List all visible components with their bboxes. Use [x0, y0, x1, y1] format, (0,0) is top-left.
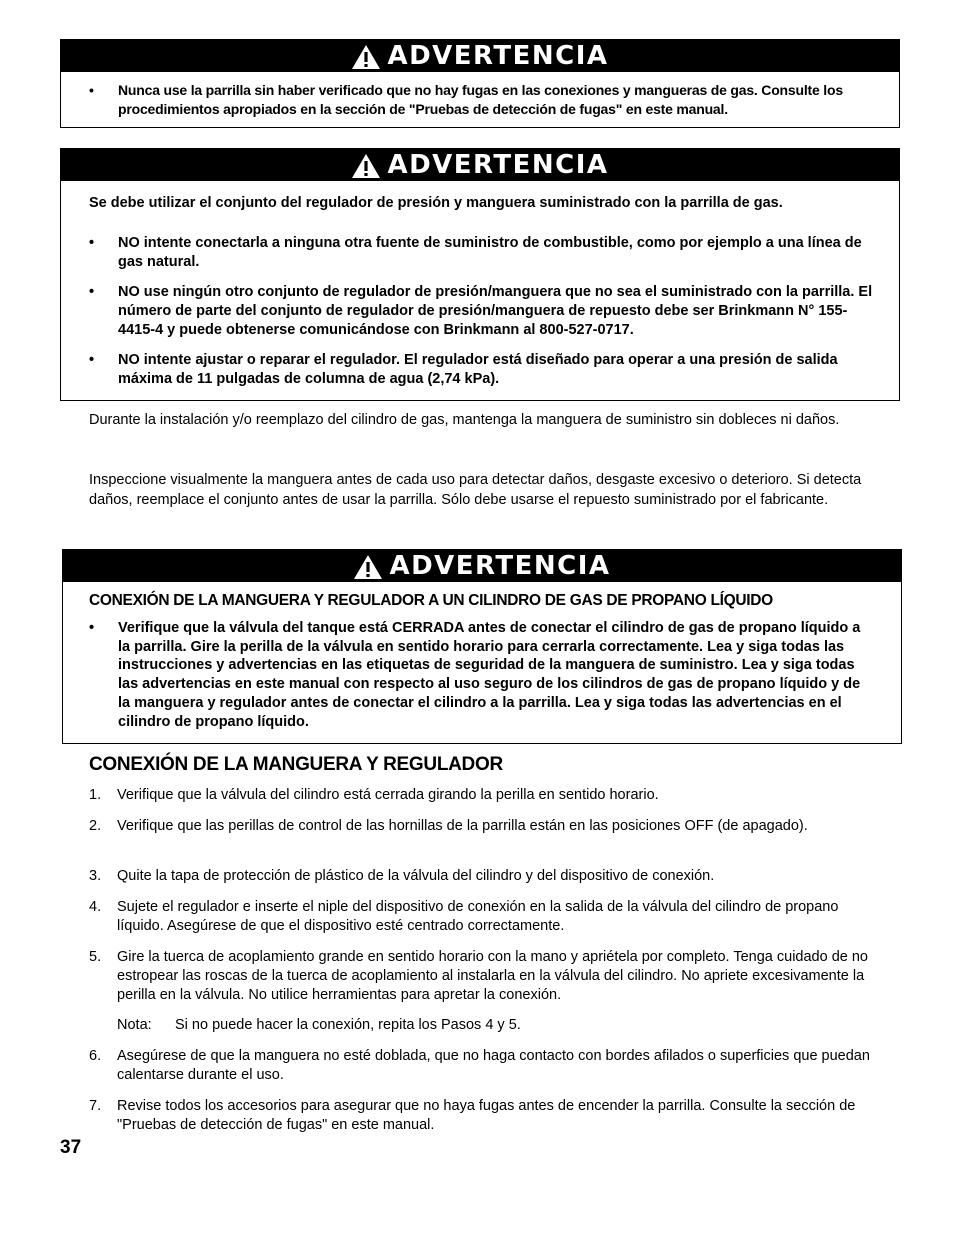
warning-intro: Se debe utilizar el conjunto del regulador de presión y manguera suministrado con la parrilla de gas.: [89, 195, 783, 211]
step-item: 6. Asegúrese de que la manguera no esté doblada, que no haga contacto con bordes afilados o superficies que puedan calentarse durante el uso.: [89, 1048, 870, 1083]
step-item: 5. Gire la tuerca de acoplamiento grande en sentido horario con la mano y apriétela por completo. Tenga cuidado de no estropear las roscas de la tuerca de acoplamiento al instalarla en la válvula del cilindro. No apriete excesivamente la perilla en la válvula. No utilice herramientas para apretar la conexión.: [89, 949, 868, 1003]
warning-bullet: • NO intente conectarla a ninguna otra fuente de suministro de combustible, como por ejemplo a una línea de gas natural.: [89, 235, 862, 270]
warning-triangle-icon: [353, 554, 383, 580]
warning-header: [61, 40, 899, 72]
step-item: 2. Verifique que las perillas de control de las hornillas de la parrilla están en las posiciones OFF (de apagado).: [89, 818, 808, 834]
warning-header: [63, 550, 901, 582]
warning-box-3: [62, 549, 902, 744]
warning-title: ADVERTENCIA: [387, 41, 609, 71]
warning-bullet: • Verifique que la válvula del tanque está CERRADA antes de conectar el cilindro de gas de propano líquido a la parrilla. Gire la perilla de la válvula en sentido horario para cerrarla correctamente. Lea y siga todas las instrucciones y advertencias en las etiquetas de seguridad de la manguera de suministro. Lea y siga todas las advertencias en este manual con respecto al uso seguro de los cilindros de gas de propano líquido y de la manguera y regulador antes de conectar el cilindro a la parrilla. Lea y siga todas las advertencias en el cilindro de propano líquido.: [89, 620, 861, 730]
body-paragraph: Durante la instalación y/o reemplazo del cilindro de gas, mantenga la manguera de suministro sin dobleces ni daños.: [89, 412, 840, 428]
warning-heading: CONEXIÓN DE LA MANGUERA Y REGULADOR A UN CILINDRO DE GAS DE PROPANO LÍQUIDO: [89, 592, 773, 609]
step-item: 3. Quite la tapa de protección de plástico de la válvula del cilindro y del dispositivo de conexión.: [89, 868, 715, 884]
step-item: 1. Verifique que la válvula del cilindro está cerrada girando la perilla en sentido horario.: [89, 787, 659, 803]
warning-header: [61, 149, 899, 181]
body-paragraph: Inspeccione visualmente la manguera antes de cada uso para detectar daños, desgaste excesivo o deterioro. Si detecta daños, reemplace el conjunto antes de usar la parrilla. Sólo debe usarse el repuesto suministrado por el fabricante.: [89, 472, 862, 508]
page-number: 37: [60, 1137, 82, 1158]
warning-bullet: • Nunca use la parrilla sin haber verificado que no hay fugas en las conexiones y mangueras de gas. Consulte los procedimientos apropiados en la sección de "Pruebas de detección de fugas" en este manual.: [89, 81, 873, 119]
note-label: Nota:: [117, 1017, 152, 1033]
warning-title: ADVERTENCIA: [387, 150, 609, 180]
warning-bullet: • NO intente ajustar o reparar el regulador. El regulador está diseñado para operar a una presión de salida máxima de 11 pulgadas de columna de agua (2,74 kPa).: [89, 352, 838, 387]
warning-box-2: [60, 148, 900, 401]
step-item: 7. Revise todos los accesorios para asegurar que no haya fugas antes de encender la parrilla. Consulte la sección de "Pruebas de detección de fugas" en este manual.: [89, 1098, 856, 1133]
note-text: Si no puede hacer la conexión, repita los Pasos 4 y 5.: [175, 1017, 521, 1033]
section-heading: CONEXIÓN DE LA MANGUERA Y REGULADOR: [89, 754, 503, 775]
warning-triangle-icon: [351, 44, 381, 70]
warning-box-1: [60, 39, 900, 128]
warning-bullet: • NO use ningún otro conjunto de regulador de presión/manguera que no sea el suministrado con la parrilla. El número de parte del conjunto de regulador de presión/manguera de repuesto debe ser Brinkmann N° 155-4415-4 y puede obtenerse comunicándose con Brinkmann al 800-527-0717.: [89, 284, 873, 338]
warning-triangle-icon: [351, 153, 381, 179]
warning-title: ADVERTENCIA: [389, 551, 611, 581]
step-item: 4. Sujete el regulador e inserte el niple del dispositivo de conexión en la salida de la válvula del cilindro de propano líquido. Asegúrese de que el dispositivo esté centrado correctamente.: [89, 899, 839, 934]
warning-text: Nunca use la parrilla sin haber verificado que no hay fugas en las conexiones y mangueras de gas. Consulte los procedimientos apropiados en la sección de "Pruebas de detección de fugas" en este manual.: [118, 82, 843, 117]
